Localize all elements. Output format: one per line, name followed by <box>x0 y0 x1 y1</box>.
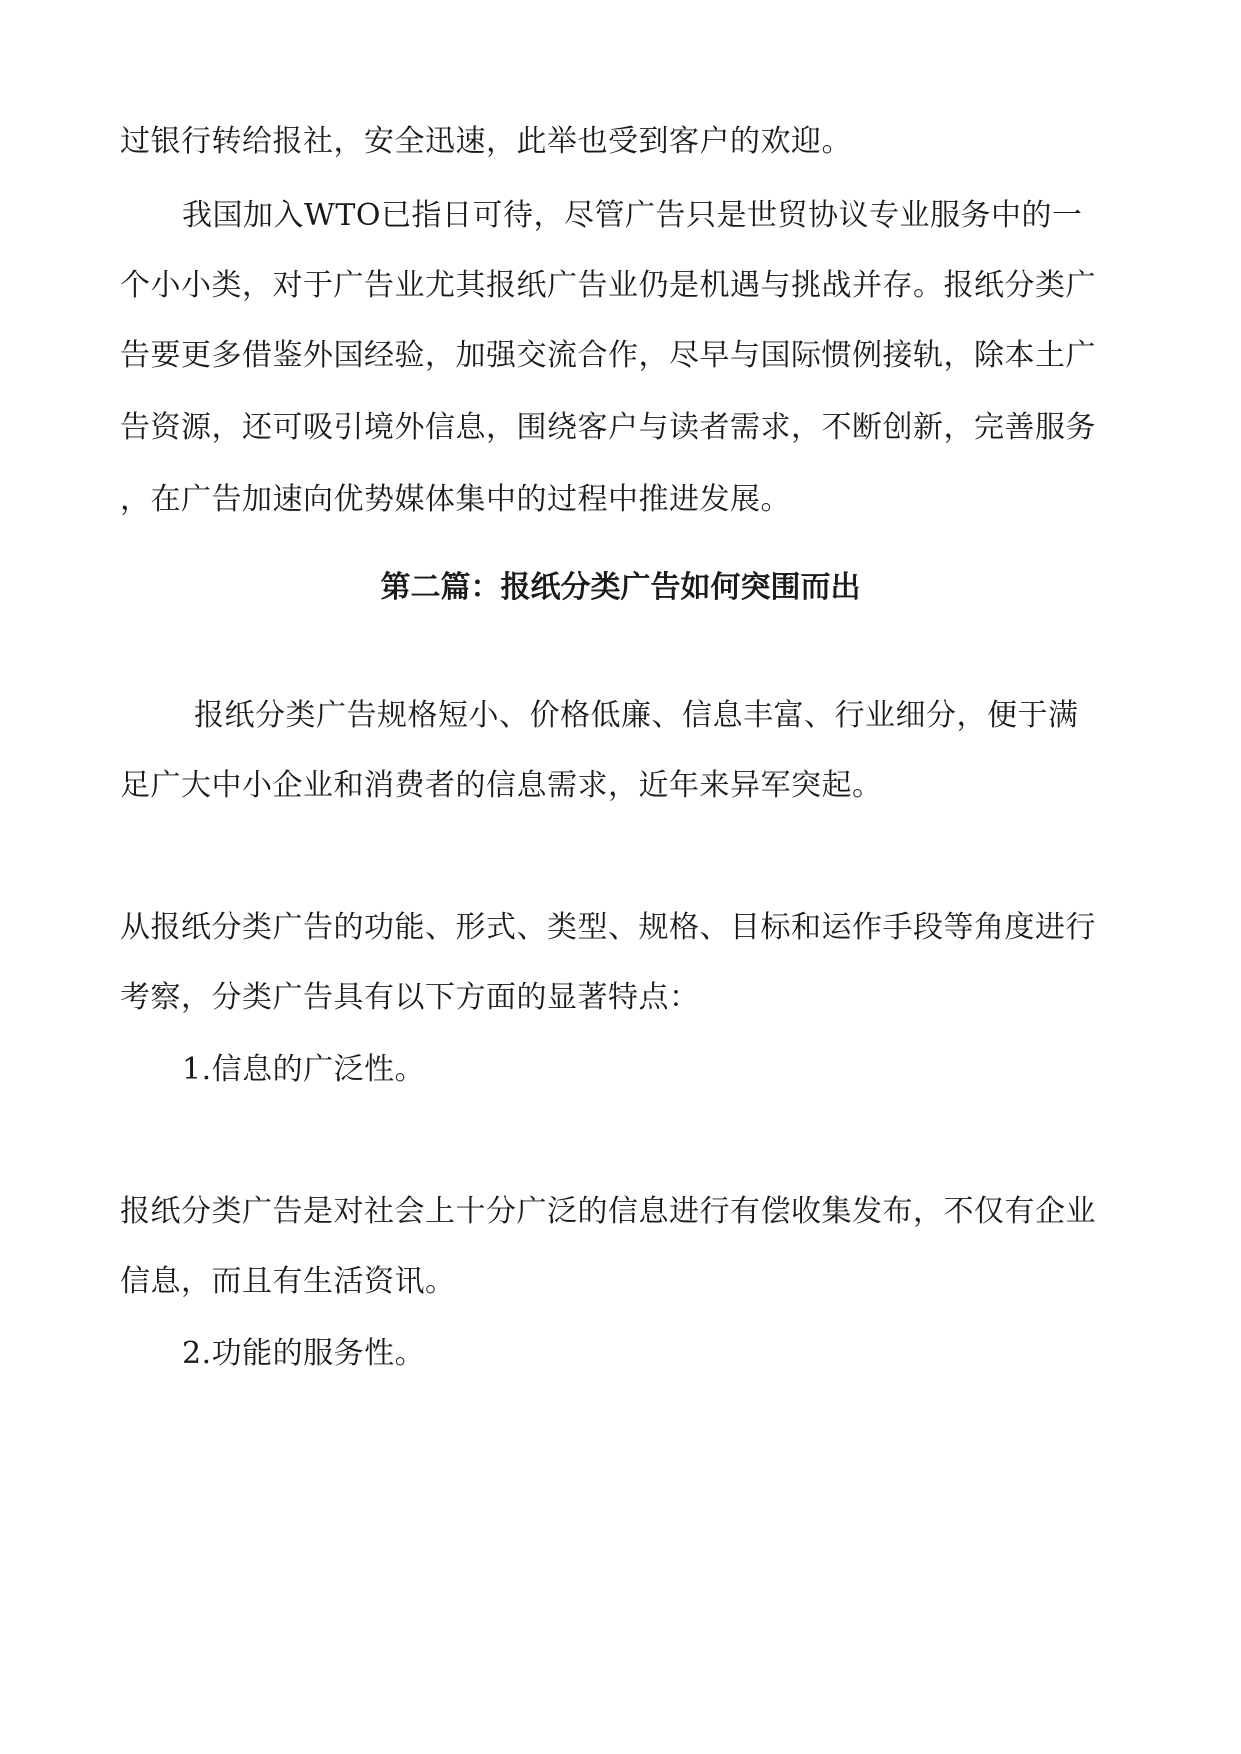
paragraph-5-line-2: 信息，而且有生活资讯。 <box>120 1264 456 1299</box>
paragraph-4-line-2: 考察，分类广告具有以下方面的显著特点： <box>120 980 700 1015</box>
paragraph-5-line-1: 报纸分类广告是对社会上十分广泛的信息进行有偿收集发布，不仅有企业 <box>120 1194 1096 1229</box>
list-item-1: 1.信息的广泛性。 <box>182 1052 426 1087</box>
paragraph-2-line-3: 告要更多借鉴外国经验，加强交流合作，尽早与国际惯例接轨，除本土广 <box>120 338 1096 373</box>
paragraph-4-line-1: 从报纸分类广告的功能、形式、类型、规格、目标和运作手段等角度进行 <box>120 910 1096 945</box>
paragraph-2-line-4: 告资源，还可吸引境外信息，围绕客户与读者需求，不断创新，完善服务 <box>120 410 1096 445</box>
paragraph-2-line-5: ，在广告加速向优势媒体集中的过程中推进发展。 <box>120 482 791 517</box>
paragraph-3-line-2: 足广大中小企业和消费者的信息需求，近年来异军突起。 <box>120 768 883 803</box>
list-item-2: 2.功能的服务性。 <box>182 1336 426 1371</box>
paragraph-2-line-1: 我国加入WTO已指日可待，尽管广告只是世贸协议专业服务中的一 <box>182 198 1083 233</box>
paragraph-2-line-2: 个小小类，对于广告业尤其报纸广告业仍是机遇与挑战并存。报纸分类广 <box>120 268 1096 303</box>
section-title: 第二篇：报纸分类广告如何突围而出 <box>380 570 861 605</box>
paragraph-3-line-1: 报纸分类广告规格短小、价格低廉、信息丰富、行业细分，便于满 <box>194 698 1079 733</box>
paragraph-1-line-1: 过银行转给报社，安全迅速，此举也受到客户的欢迎。 <box>120 124 852 159</box>
